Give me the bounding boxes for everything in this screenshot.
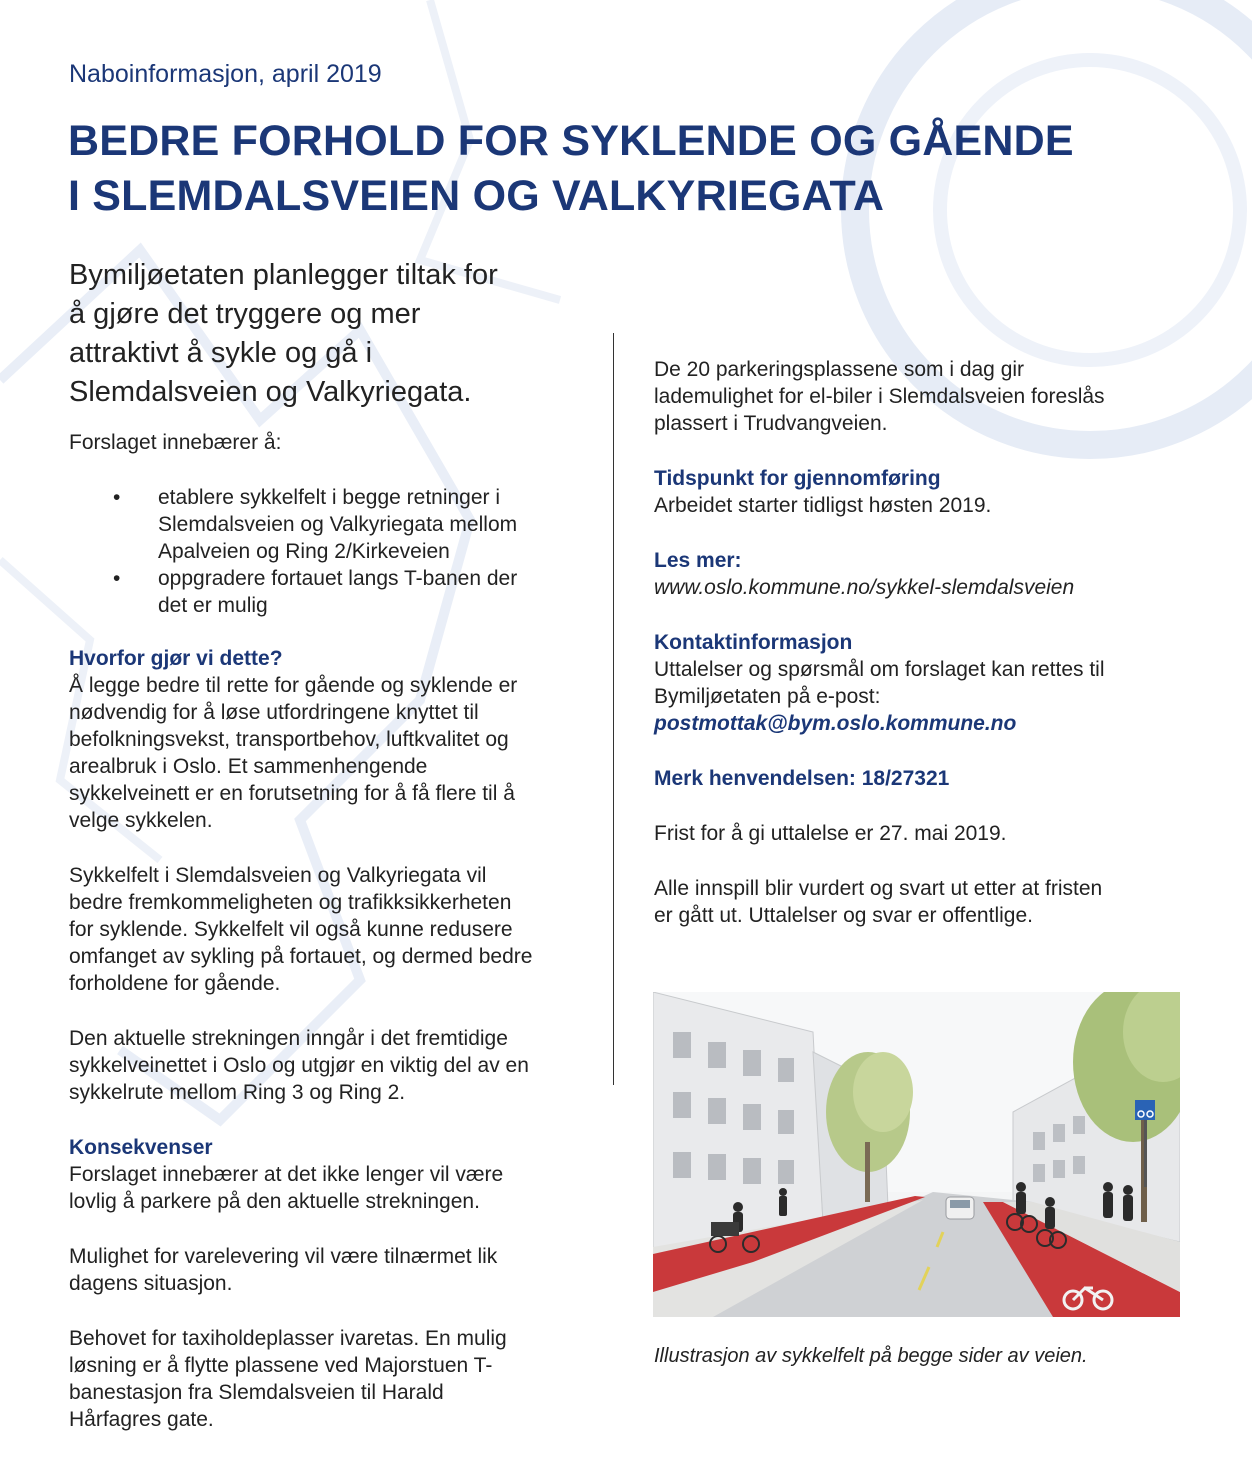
text-line: løsning er å flytte plassene ved Majorstuen T- [69, 1354, 493, 1377]
column-divider [613, 333, 614, 1085]
reference-label: Merk henvendelsen: 18/27321 [654, 767, 950, 790]
text-line: befolkningsvekst, transportbehov, luftkvalitet og [69, 728, 509, 751]
text-line: plassert i Trudvangveien. [654, 412, 888, 435]
text-line: Sykkelfelt i Slemdalsveien og Valkyriegata vil [69, 864, 487, 887]
lead-paragraph [69, 256, 599, 412]
text-line: Behovet for taxiholdeplasser ivaretas. En mulig [69, 1327, 507, 1350]
why-heading: Hvorfor gjør vi dette? [69, 647, 283, 670]
title-line-2: I SLEMDALSVEIEN OG VALKYRIEGATA [68, 172, 885, 220]
illustration-caption: Illustrasjon av sykkelfelt på begge sider av veien. [654, 1345, 1088, 1367]
why-paragraph-1 [69, 672, 599, 834]
list-item [69, 565, 599, 619]
why-paragraph-3 [69, 1025, 599, 1106]
deadline-text: Frist for å gi uttalelse er 27. mai 2019. [654, 822, 1007, 845]
text-line: sykkelrute mellom Ring 3 og Ring 2. [69, 1081, 406, 1104]
text-line: velge sykkelen. [69, 809, 213, 832]
consequences-paragraph-2 [69, 1243, 599, 1297]
text-line: lademulighet for el-biler i Slemdalsveien foreslås [654, 385, 1105, 408]
right-column [654, 356, 1194, 929]
text-line: Uttalelser og spørsmål om forslaget kan rettes til [654, 658, 1105, 681]
proposal-list [69, 484, 599, 619]
street-illustration [653, 992, 1180, 1317]
text-line: lovlig å parkere på den aktuelle strekningen. [69, 1190, 480, 1213]
consequences-paragraph-1 [69, 1161, 599, 1215]
title-line-1: BEDRE FORHOLD FOR SYKLENDE OG GÅENDE [68, 117, 1074, 165]
text-line: Den aktuelle strekningen inngår i det fremtidige [69, 1027, 508, 1050]
why-paragraph-2 [69, 862, 599, 997]
text-line: for syklende. Sykkelfelt vil også kunne redusere [69, 918, 513, 941]
consequences-paragraph-3 [69, 1325, 599, 1433]
left-column [69, 256, 599, 1433]
text-line: De 20 parkeringsplassene som i dag gir [654, 358, 1025, 381]
text-line: arealbruk i Oslo. Et sammenhengende [69, 755, 428, 778]
closing-paragraph [654, 875, 1194, 929]
page-title [68, 114, 1074, 224]
consequences-heading: Konsekvenser [69, 1136, 213, 1159]
text-line: Alle innspill blir vurdert og svart ut etter at fristen [654, 877, 1103, 900]
text-line: sykkelveinett er en forutsetning for å få flere til å [69, 782, 515, 805]
text-line: Forslaget innebærer at det ikke lenger vil være [69, 1163, 504, 1186]
timing-text: Arbeidet starter tidligst høsten 2019. [654, 494, 992, 517]
text-line: sykkelveinettet i Oslo og utgjør en viktig del av en [69, 1054, 529, 1077]
text-line: bedre fremkommeligheten og trafikksikkerheten [69, 891, 512, 914]
text-line: Mulighet for varelevering vil være tilnærmet lik [69, 1245, 498, 1268]
list-item-line: • oppgradere fortauet langs T-banen der [158, 567, 518, 590]
parking-paragraph [654, 356, 1194, 437]
text-line: Å legge bedre til rette for gående og syklende er [69, 674, 518, 697]
lead-line: Bymiljøetaten planlegger tiltak for [69, 259, 498, 291]
list-item-line: • etablere sykkelfelt i begge retninger i [158, 486, 501, 509]
contact-heading: Kontaktinformasjon [654, 631, 853, 654]
text-line: dagens situasjon. [69, 1272, 233, 1295]
date-line: Naboinformasjon, april 2019 [69, 60, 382, 88]
lead-line: Slemdalsveien og Valkyriegata. [69, 376, 472, 408]
more-heading: Les mer: [654, 549, 742, 572]
text-line: er gått ut. Uttalelser og svar er offentlige. [654, 904, 1033, 927]
lead-line: å gjøre det tryggere og mer [69, 298, 421, 330]
more-link[interactable]: www.oslo.kommune.no/sykkel-slemdalsveien [654, 576, 1075, 599]
proposal-intro: Forslaget innebærer å: [69, 431, 282, 454]
text-line: banestasjon fra Slemdalsveien til Harald [69, 1381, 444, 1404]
list-item-line: det er mulig [158, 594, 268, 617]
list-item-line: Apalveien og Ring 2/Kirkeveien [158, 540, 450, 563]
text-line: Hårfagres gate. [69, 1408, 214, 1431]
contact-email-link[interactable]: postmottak@bym.oslo.kommune.no [654, 712, 1017, 735]
text-line: omfanget av sykling på fortauet, og dermed bedre [69, 945, 533, 968]
text-line: nødvendig for å løse utfordringene knyttet til [69, 701, 479, 724]
list-item [69, 484, 599, 565]
list-item-line: Slemdalsveien og Valkyriegata mellom [158, 513, 518, 536]
text-line: forholdene for gående. [69, 972, 281, 995]
timing-heading: Tidspunkt for gjennomføring [654, 467, 941, 490]
lead-line: attraktivt å sykle og gå i [69, 337, 373, 369]
contact-paragraph [654, 656, 1194, 710]
text-line: Bymiljøetaten på e-post: [654, 685, 881, 708]
